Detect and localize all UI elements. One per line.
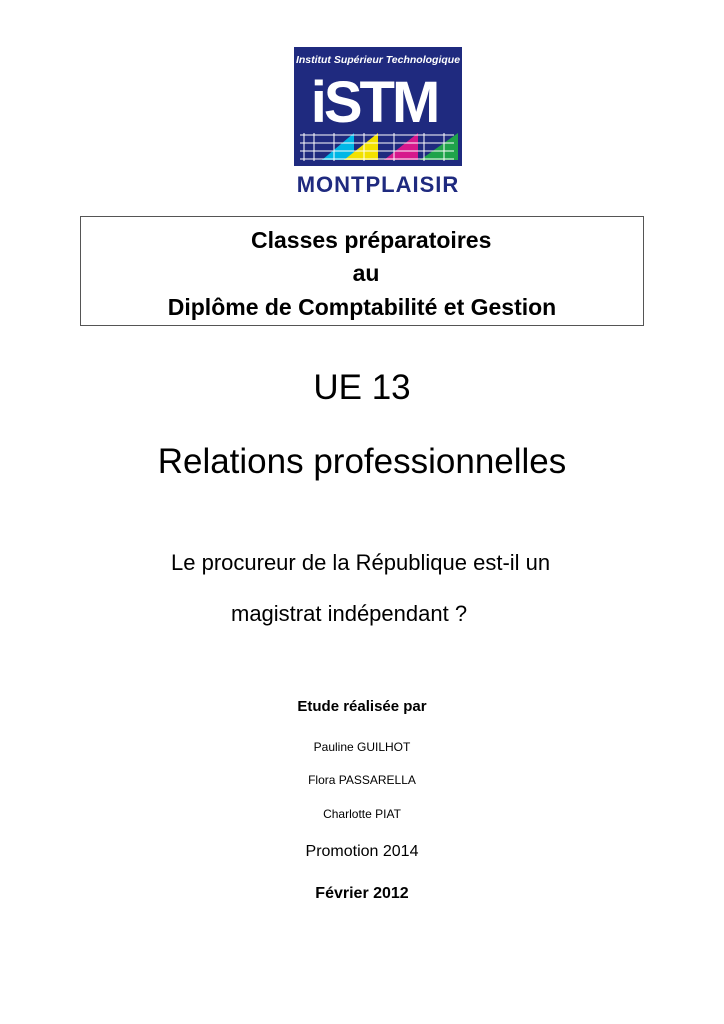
study-label: Etude réalisée par: [297, 698, 427, 715]
title-line-2: au: [352, 260, 380, 286]
question-line-1: Le procureur de la République est-il un: [171, 550, 551, 575]
title-line-1: Classes préparatoires: [251, 227, 492, 253]
title-box: [80, 216, 644, 326]
title-line-3: Diplôme de Comptabilité et Gestion: [167, 294, 557, 320]
svg-text:MONTPLAISIR: MONTPLAISIR: [296, 172, 460, 197]
promotion: Promotion 2014: [305, 843, 419, 860]
author-1: Pauline GUILHOT: [313, 740, 411, 754]
document-date: Février 2012: [315, 885, 409, 902]
svg-text:Institut Supérieur Technologiq: Institut Supérieur Technologique: [295, 54, 461, 66]
course-code: UE 13: [313, 368, 411, 407]
author-2: Flora PASSARELLA: [308, 773, 416, 787]
question-line-2: magistrat indépendant ?: [231, 601, 468, 626]
istm-logo: [294, 47, 462, 197]
course-name: Relations professionnelles: [157, 442, 567, 481]
author-3: Charlotte PIAT: [323, 807, 401, 821]
svg-text:iSTM: iSTM: [310, 70, 438, 135]
